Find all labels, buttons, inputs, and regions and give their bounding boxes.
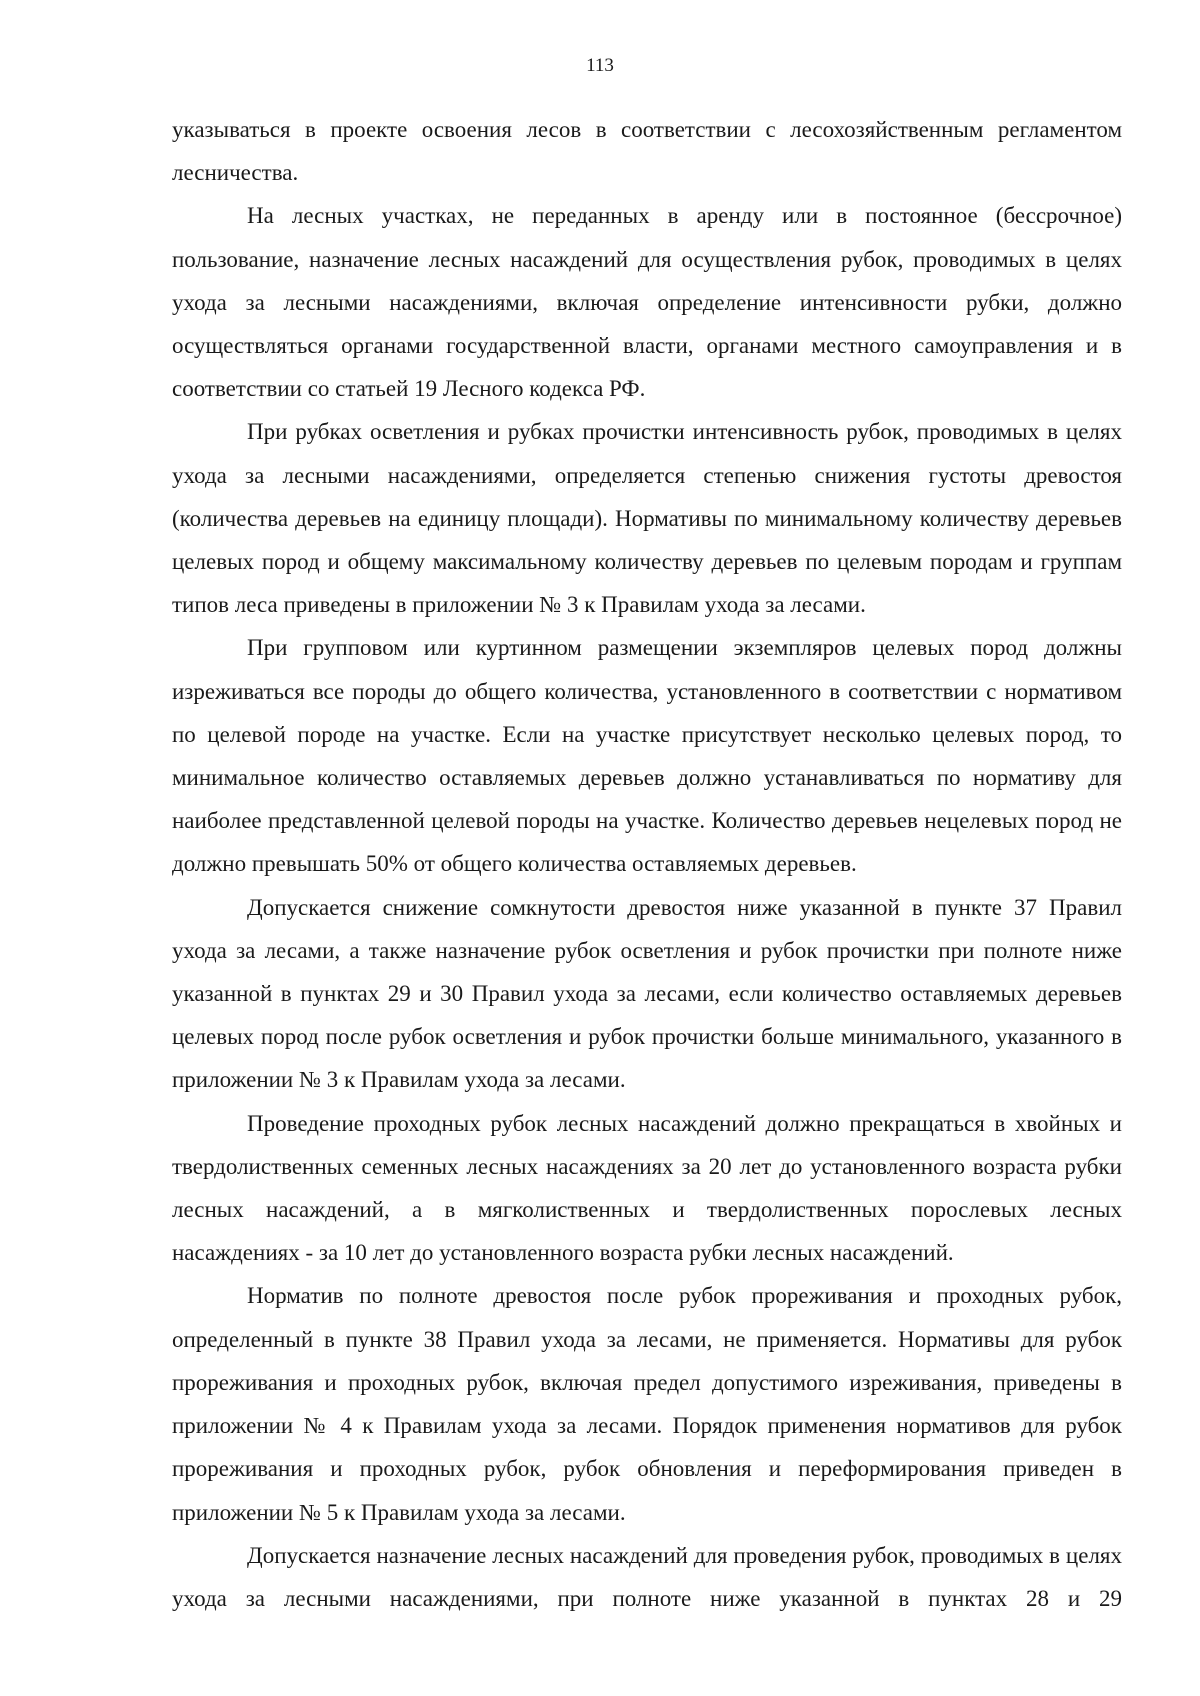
paragraph: Норматив по полноте древостоя после рубок прореживания и проходных рубок, определенный в пункте 38 Правил ухода за лесами, не применяется. Нормативы для рубок прореживания и проходных рубок, включая предел допустимого изреживания, приведены в приложении № 4 к Правилам ухода за лесами. Порядок применения нормативов для рубок прореживания и проходных рубок, рубок обновления и переформирования приведен в приложении № 5 к Правилам ухода за лесами. — [172, 1283, 1122, 1525]
page-number: 113 — [586, 55, 614, 76]
paragraph: При групповом или куртинном размещении экземпляров целевых пород должны изреживаться все породы до общего количества, установленного в соответствии с нормативом по целевой породе на участке. Если на участке присутствует несколько целевых пород, то минимальное количество оставляемых деревьев должно устанавливаться по нормативу для наиболее представленной целевой породы на участке. Количество деревьев нецелевых пород не должно превышать 50% от общего количества оставляемых деревьев. — [172, 635, 1122, 877]
paragraph: На лесных участках, не переданных в аренду или в постоянное (бессрочное) пользование, назначение лесных насаждений для осуществления рубок, проводимых в целях ухода за лесными насаждениями, включая определение интенсивности рубки, должно осуществляться органами государственной власти, органами местного самоуправления и в соответствии со статьей 19 Лесного кодекса РФ. — [172, 203, 1122, 402]
paragraph: Допускается снижение сомкнутости древостоя ниже указанной в пункте 37 Правил ухода за лесами, а также назначение рубок осветления и рубок прочистки при полноте ниже указанной в пунктах 29 и 30 Правил ухода за лесами, если количество оставляемых деревьев целевых пород после рубок осветления и рубок прочистки больше минимального, указанного в приложении № 3 к Правилам ухода за лесами. — [172, 894, 1122, 1093]
body-text — [172, 108, 1122, 1620]
paragraph: Проведение проходных рубок лесных насаждений должно прекращаться в хвойных и твердолиственных семенных лесных насаждениях за 20 лет до установленного возраста рубки лесных насаждений, а в мягколиственных и твердолиственных порослевых лесных насаждениях - за 10 лет до установленного возраста рубки лесных насаждений. — [172, 1110, 1122, 1266]
paragraph: Допускается назначение лесных насаждений для проведения рубок, проводимых в целях ухода за лесными насаждениями, при полноте ниже указанной в пунктах 28 и 29 — [172, 1542, 1122, 1611]
paragraph: При рубках осветления и рубках прочистки интенсивность рубок, проводимых в целях ухода за лесными насаждениями, определяется степенью снижения густоты древостоя (количества деревьев на единицу площади). Нормативы по минимальному количеству деревьев целевых пород и общему максимальному количеству деревьев по целевым породам и группам типов леса приведены в приложении № 3 к Правилам ухода за лесами. — [172, 419, 1122, 618]
paragraph: указываться в проекте освоения лесов в соответствии с лесохозяйственным регламентом лесничества. — [172, 117, 1122, 186]
